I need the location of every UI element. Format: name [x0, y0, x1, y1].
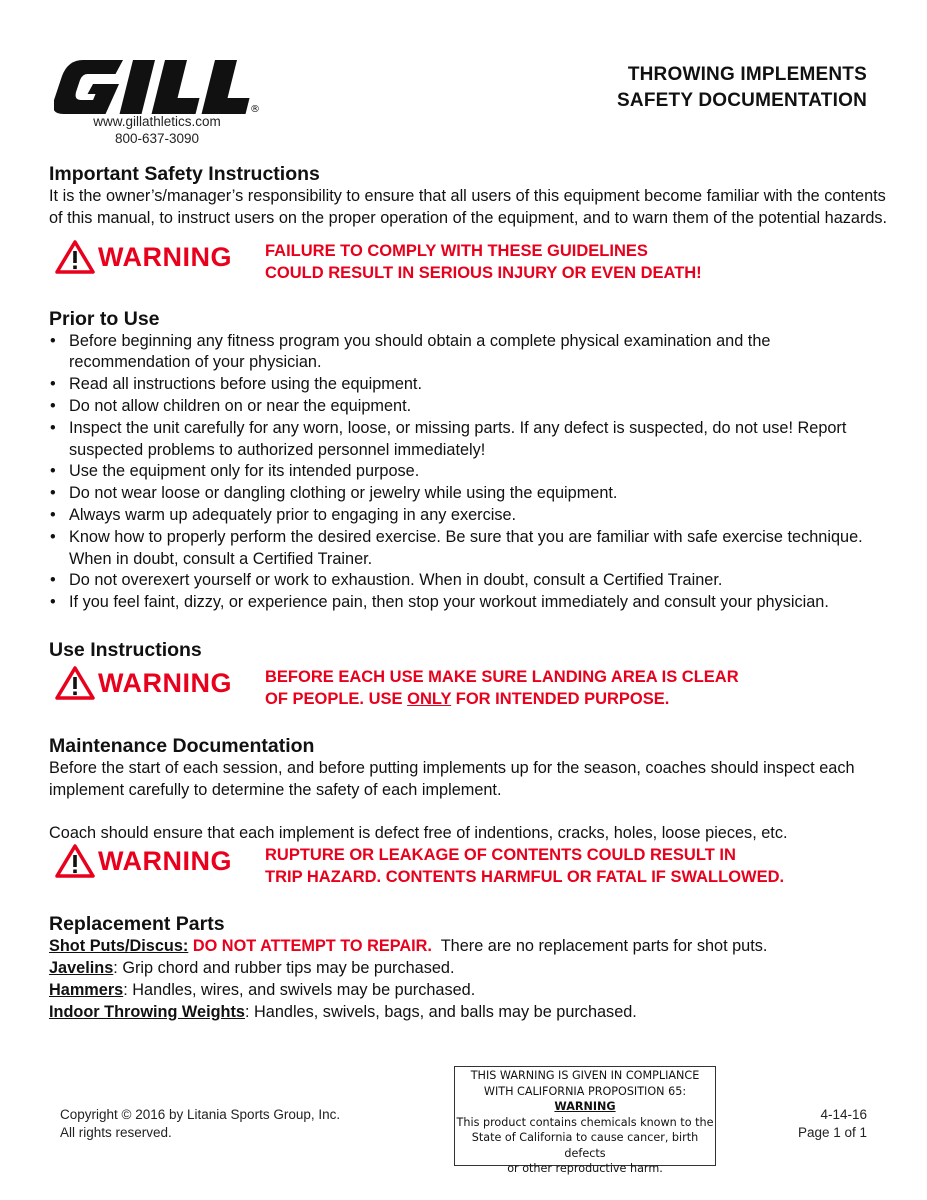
- document-body: [49, 162, 889, 1024]
- list-item: • Do not wear loose or dangling clothing or jewelry while using the equipment.: [49, 483, 889, 505]
- list-item: • Do not allow children on or near the equipment.: [49, 396, 889, 418]
- logo-contact: [72, 113, 242, 147]
- shot-put-text: There are no replacement parts for shot puts.: [440, 937, 768, 956]
- website-link[interactable]: www.gillathletics.com: [93, 114, 221, 129]
- page-number: Page 1 of 1: [797, 1125, 867, 1140]
- safety-section: [49, 162, 889, 284]
- prior-heading: Prior to Use: [49, 307, 160, 330]
- shot-put-warning: DO NOT ATTEMPT TO REPAIR.: [192, 937, 432, 956]
- maintenance-warning: [55, 844, 889, 888]
- warning-message: [265, 844, 784, 888]
- use-section: [49, 638, 889, 710]
- safety-body: It is the owner’s/manager’s responsibility to ensure that all users of this equipment become familiar with the contents of this manual, to instruct users on the proper operation of the equipment, and to warn them of the potential hazards.: [49, 187, 888, 227]
- warning-line-1: BEFORE EACH USE MAKE SURE LANDING AREA IS CLEAR: [265, 667, 739, 686]
- prop65-line: State of California to cause cancer, birth defects: [471, 1131, 699, 1160]
- list-item: • Always warm up adequately prior to engaging in any exercise.: [49, 505, 889, 527]
- indoor-weights-line: [49, 1002, 889, 1024]
- list-item: • Do not overexert yourself or work to exhaustion. When in doubt, consult a Certified Trainer.: [49, 570, 889, 592]
- title-line-2: SAFETY DOCUMENTATION: [617, 90, 867, 111]
- warning-line-1: RUPTURE OR LEAKAGE OF CONTENTS COULD RESULT IN: [265, 846, 736, 865]
- prop65-line: This product contains chemicals known to the: [456, 1115, 714, 1129]
- copyright-block: [60, 1106, 340, 1142]
- shot-put-label: Shot Puts/Discus:: [49, 937, 189, 956]
- indoor-weights-text: : Handles, swivels, bags, and balls may be purchased.: [244, 1002, 637, 1021]
- prop65-warning-box: [454, 1066, 716, 1175]
- prior-section: [49, 307, 889, 614]
- warning-triangle-icon: [55, 240, 95, 274]
- document-title: [617, 62, 867, 114]
- javelin-text: : Grip chord and rubber tips may be purchased.: [113, 959, 455, 978]
- javelin-line: [49, 958, 889, 980]
- replacement-section: [49, 912, 889, 1023]
- warning-triangle-icon: [55, 844, 95, 878]
- list-item: • Know how to properly perform the desired exercise. Be sure that you are familiar with safe exercise technique. When in doubt, consult a Certified Trainer.: [49, 527, 889, 571]
- warning-label: WARNING: [98, 667, 232, 698]
- safety-heading: Important Safety Instructions: [49, 163, 320, 185]
- warning-line-2: TRIP HAZARD. CONTENTS HARMFUL OR FATAL IF SWALLOWED.: [265, 868, 785, 887]
- hammer-line: [49, 980, 889, 1002]
- maintenance-para-1: Before the start of each session, and before putting implements up for the season, coaches should inspect each implement carefully to determine the safety of each implement.: [49, 758, 855, 799]
- warning-badge: [55, 844, 265, 878]
- list-item: • Before beginning any fitness program you should obtain a complete physical examination and the recommendation of your physician.: [49, 331, 889, 375]
- phone-number: 800-637-3090: [114, 131, 200, 146]
- hammer-text: : Handles, wires, and swivels may be purchased.: [123, 980, 476, 999]
- copyright-text: Copyright © 2016 by Litania Sports Group, Inc.: [60, 1107, 341, 1122]
- warning-line-2: OF PEOPLE. USE ONLY FOR INTENDED PURPOSE.: [265, 689, 670, 708]
- warning-triangle-icon: [55, 666, 95, 700]
- registered-mark: ®: [250, 104, 260, 115]
- prop65-line: WITH CALIFORNIA PROPOSITION 65:: [483, 1084, 687, 1098]
- warning-message: [265, 240, 702, 284]
- title-line-1: THROWING IMPLEMENTS: [627, 64, 867, 85]
- warning-line-1: FAILURE TO COMPLY WITH THESE GUIDELINES: [265, 241, 648, 260]
- revision-date: 4-14-16: [820, 1107, 867, 1122]
- warning-label: WARNING: [98, 241, 232, 272]
- rights-text: All rights reserved.: [60, 1125, 172, 1140]
- prop65-line: THIS WARNING IS GIVEN IN COMPLIANCE: [470, 1069, 700, 1082]
- indoor-weights-label: Indoor Throwing Weights: [49, 1002, 245, 1021]
- list-item: • Read all instructions before using the equipment.: [49, 374, 889, 396]
- only-emphasis: ONLY: [407, 689, 452, 708]
- maintenance-section: [49, 734, 889, 888]
- shot-put-line: [49, 936, 889, 958]
- maintenance-para-2: Coach should ensure that each implement is defect free of indentions, cracks, holes, loose pieces, etc.: [49, 823, 788, 842]
- safety-warning: [55, 240, 889, 284]
- list-item: • If you feel faint, dizzy, or experience pain, then stop your workout immediately and consult your physician.: [49, 592, 889, 614]
- list-item: • Use the equipment only for its intended purpose.: [49, 461, 889, 483]
- warning-line-2: COULD RESULT IN SERIOUS INJURY OR EVEN DEATH!: [265, 263, 702, 282]
- replacement-heading: Replacement Parts: [49, 913, 225, 936]
- page-info: [798, 1106, 867, 1142]
- warning-message: [265, 666, 739, 710]
- javelin-label: Javelins: [49, 959, 114, 978]
- hammer-label: Hammers: [49, 980, 124, 999]
- list-item: • Inspect the unit carefully for any worn, loose, or missing parts. If any defect is suspected, do not use! Report suspected problems to authorized personnel immediately!: [49, 418, 889, 462]
- warning-label: WARNING: [98, 846, 232, 877]
- warning-badge: [55, 240, 265, 274]
- prior-list: [49, 331, 889, 614]
- gill-logo: [54, 56, 264, 118]
- use-warning: [55, 666, 889, 710]
- warning-badge: [55, 666, 265, 700]
- prop65-heading: WARNING: [554, 1100, 616, 1113]
- prop65-line: or other reproductive harm.: [507, 1162, 663, 1175]
- use-heading: Use Instructions: [49, 638, 202, 661]
- maintenance-heading: Maintenance Documentation: [49, 734, 315, 757]
